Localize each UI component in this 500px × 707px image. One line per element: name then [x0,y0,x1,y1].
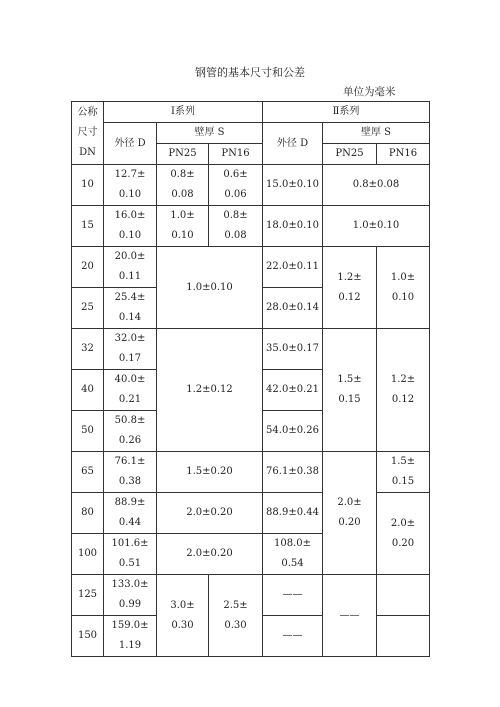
od1-cell: 25.4± 0.14 [104,288,157,329]
dn-cell: 80 [72,493,104,534]
wall2-pn25-cell: 1.5± 0.15 [323,329,377,452]
od2-cell: 15.0±0.10 [263,165,323,206]
pn16-header: PN16 [377,144,430,165]
od2-cell: 108.0± 0.54 [263,534,323,575]
dn-cell: 40 [72,370,104,411]
od1-cell: 16.0± 0.10 [104,206,157,247]
od2-header: 外径 D [263,123,323,165]
wall1-merged-cell: 1.5±0.20 [157,452,263,493]
od2-cell: 18.0±0.10 [263,206,323,247]
wall1-header: 壁厚 S [157,123,263,144]
wall2-pn16-cell: 2.0± 0.20 [377,493,430,575]
wall2-pn16-cell: 1.2± 0.12 [377,329,430,452]
wall2-cell: 0.8±0.08 [323,165,430,206]
wall2-pn25-cell: 1.2± 0.12 [323,247,377,329]
wall2-pn16-cell [377,616,430,657]
od2-cell: 22.0±0.11 [263,247,323,288]
wall1-pn16-cell: 0.6± 0.06 [209,165,263,206]
od1-cell: 40.0± 0.21 [104,370,157,411]
dn-cell: 10 [72,165,104,206]
wall1-pn25-cell: 0.8± 0.08 [157,165,209,206]
dn-cell: 125 [72,575,104,616]
unit-label: 单位为毫米 [343,86,396,98]
wall2-pn16-cell: 1.0± 0.10 [377,247,430,329]
dn-cell: 15 [72,206,104,247]
od1-cell: 50.8± 0.26 [104,411,157,452]
od2-cell: 42.0±0.21 [263,370,323,411]
wall1-merged-cell: 2.0±0.20 [157,493,263,534]
od1-cell: 12.7± 0.10 [104,165,157,206]
od1-cell: 76.1± 0.38 [104,452,157,493]
od1-cell: 20.0± 0.11 [104,247,157,288]
pn25-header: PN25 [323,144,377,165]
od1-cell: 88.9± 0.44 [104,493,157,534]
wall2-pn16-cell: 1.5± 0.15 [377,452,430,493]
od2-cell: 35.0±0.17 [263,329,323,370]
od2-cell: —— [263,575,323,616]
od1-cell: 159.0± 1.19 [104,616,157,657]
dn-cell: 50 [72,411,104,452]
od1-cell: 133.0± 0.99 [104,575,157,616]
dn-cell: 32 [72,329,104,370]
wall2-pn16-cell [377,575,430,616]
dn-cell: 100 [72,534,104,575]
dn-cell: 65 [72,452,104,493]
od2-cell: 88.9±0.44 [263,493,323,534]
od2-cell: —— [263,616,323,657]
od1-cell: 32.0± 0.17 [104,329,157,370]
series2-header: Ⅱ系列 [263,102,430,123]
dn-header: 公称 尺寸 DN [72,102,104,165]
dn-cell: 150 [72,616,104,657]
wall2-pn25-cell: 2.0± 0.20 [323,452,377,575]
pipe-dimension-table [71,101,430,657]
od1-header: 外径 D [104,123,157,165]
dn-cell: 20 [72,247,104,288]
od2-cell: 54.0±0.26 [263,411,323,452]
wall1-merged-cell: 2.0±0.20 [157,534,263,575]
wall2-cell: 1.0±0.10 [323,206,430,247]
wall1-merged-cell: 1.0±0.10 [157,247,263,329]
wall1-merged-cell: 1.2±0.12 [157,329,263,452]
pn16-header: PN16 [209,144,263,165]
wall1-pn16-cell: 0.8± 0.08 [209,206,263,247]
series1-header: Ⅰ系列 [104,102,263,123]
page-title: 钢管的基本尺寸和公差 [195,66,305,79]
od2-cell: 28.0±0.14 [263,288,323,329]
wall1-pn25-cell: 1.0± 0.10 [157,206,209,247]
pn25-header: PN25 [157,144,209,165]
od1-cell: 101.6± 0.51 [104,534,157,575]
wall1-pn25-cell: 3.0± 0.30 [157,575,209,657]
od2-cell: 76.1±0.38 [263,452,323,493]
dn-cell: 25 [72,288,104,329]
wall2-header: 壁厚 S [323,123,430,144]
wall1-pn16-cell: 2.5± 0.30 [209,575,263,657]
wall2-pn25-cell: —— [323,575,377,657]
